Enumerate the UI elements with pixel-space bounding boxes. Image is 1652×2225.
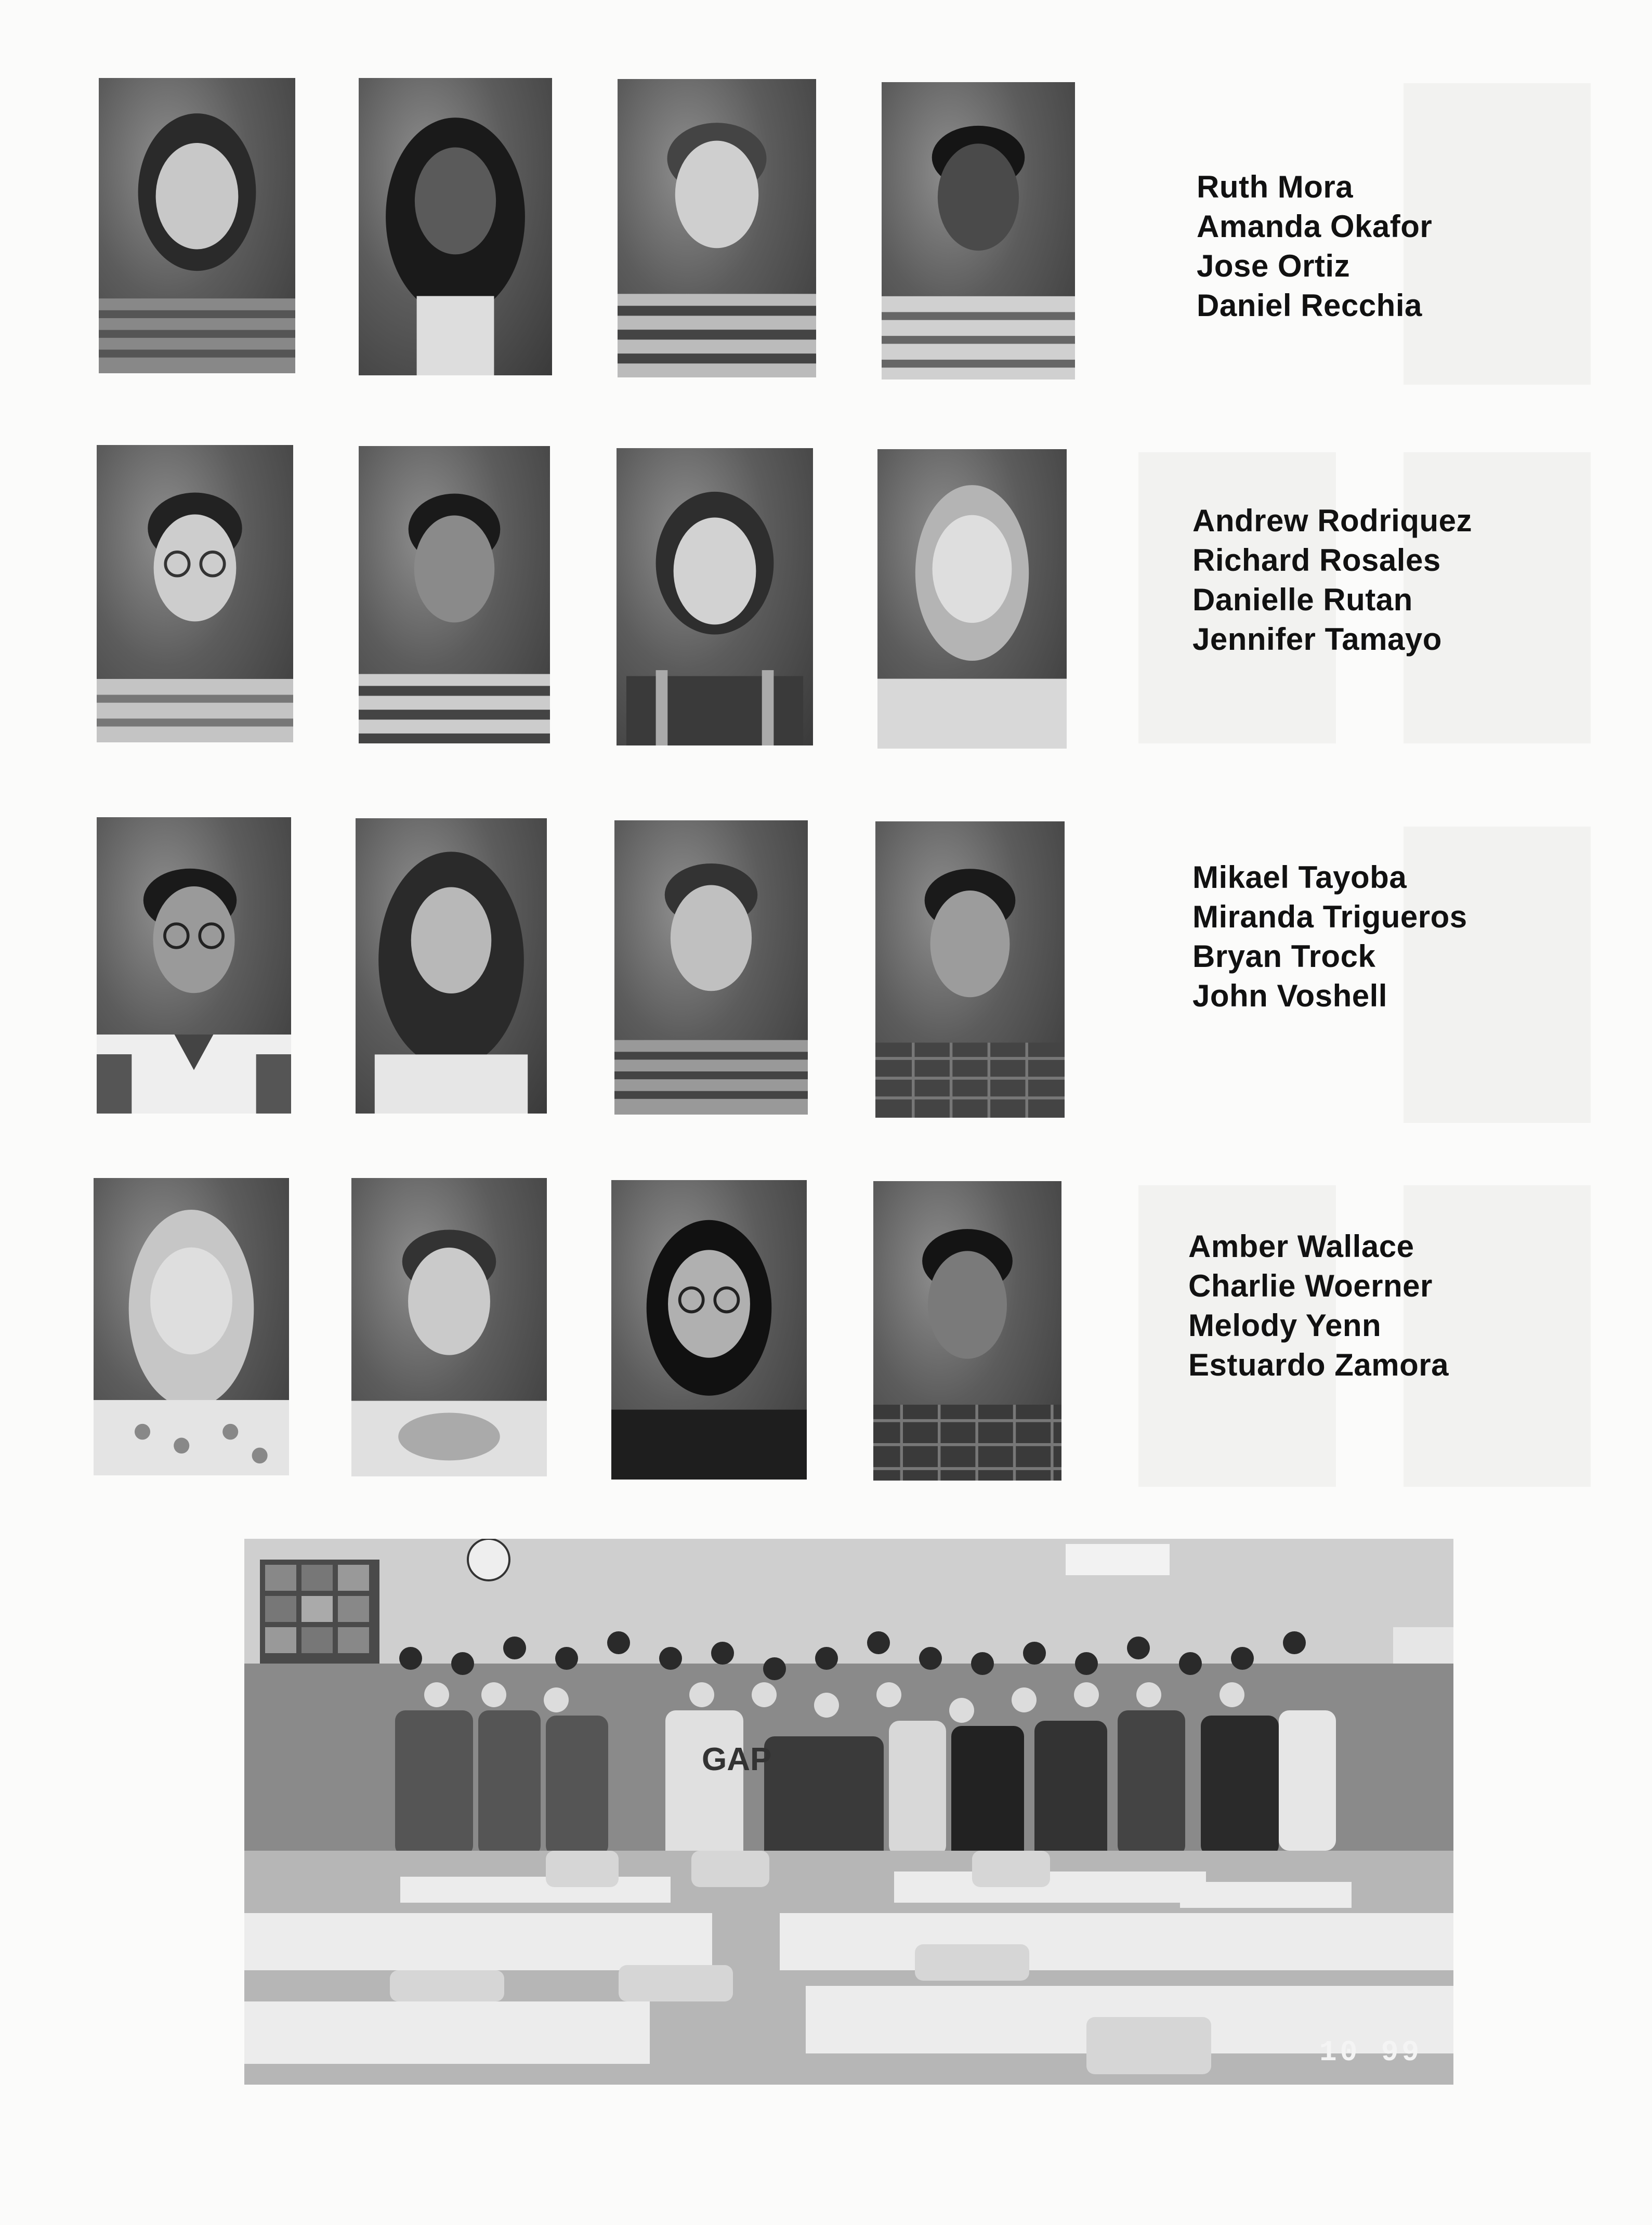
student-portrait [359,446,550,743]
student-portrait [356,818,547,1114]
student-portrait [97,445,293,742]
class-group-photo [244,1539,1453,2085]
student-portrait [873,1181,1061,1481]
student-name: John Voshell [1192,978,1387,1013]
student-name: Danielle Rutan [1192,582,1413,617]
student-portrait [875,821,1065,1118]
student-name: Mikael Tayoba [1192,860,1407,895]
student-name: Bryan Trock [1192,939,1376,974]
student-name: Ruth Mora [1197,169,1354,204]
gap-sweatshirt-text: GAP [702,1742,772,1777]
student-name: Amber Wallace [1188,1229,1414,1264]
student-name: Melody Yenn [1188,1308,1382,1343]
student-portrait [877,449,1067,749]
student-name: Jennifer Tamayo [1192,622,1442,657]
student-name: Estuardo Zamora [1188,1347,1449,1382]
student-portrait [617,448,813,745]
student-portrait [99,78,295,373]
student-name: Andrew Rodriquez [1192,503,1473,538]
name-list [1192,501,1472,659]
student-name: Charlie Woerner [1188,1268,1433,1303]
student-portrait [618,79,816,377]
student-name: Miranda Trigueros [1192,899,1467,934]
student-portrait [882,82,1075,379]
student-name: Jose Ortiz [1197,248,1351,283]
student-portrait [97,817,291,1114]
student-portrait [359,78,552,375]
student-portrait [94,1178,289,1475]
student-portrait [614,820,808,1115]
date-stamp: 10 99 [1319,2036,1422,2069]
student-name: Richard Rosales [1192,543,1441,578]
student-portrait [611,1180,807,1480]
name-list [1188,1227,1449,1385]
student-name: Daniel Recchia [1197,288,1422,323]
name-list [1192,858,1467,1016]
student-name: Amanda Okafor [1197,209,1433,244]
student-portrait [351,1178,547,1476]
name-list [1197,167,1432,325]
